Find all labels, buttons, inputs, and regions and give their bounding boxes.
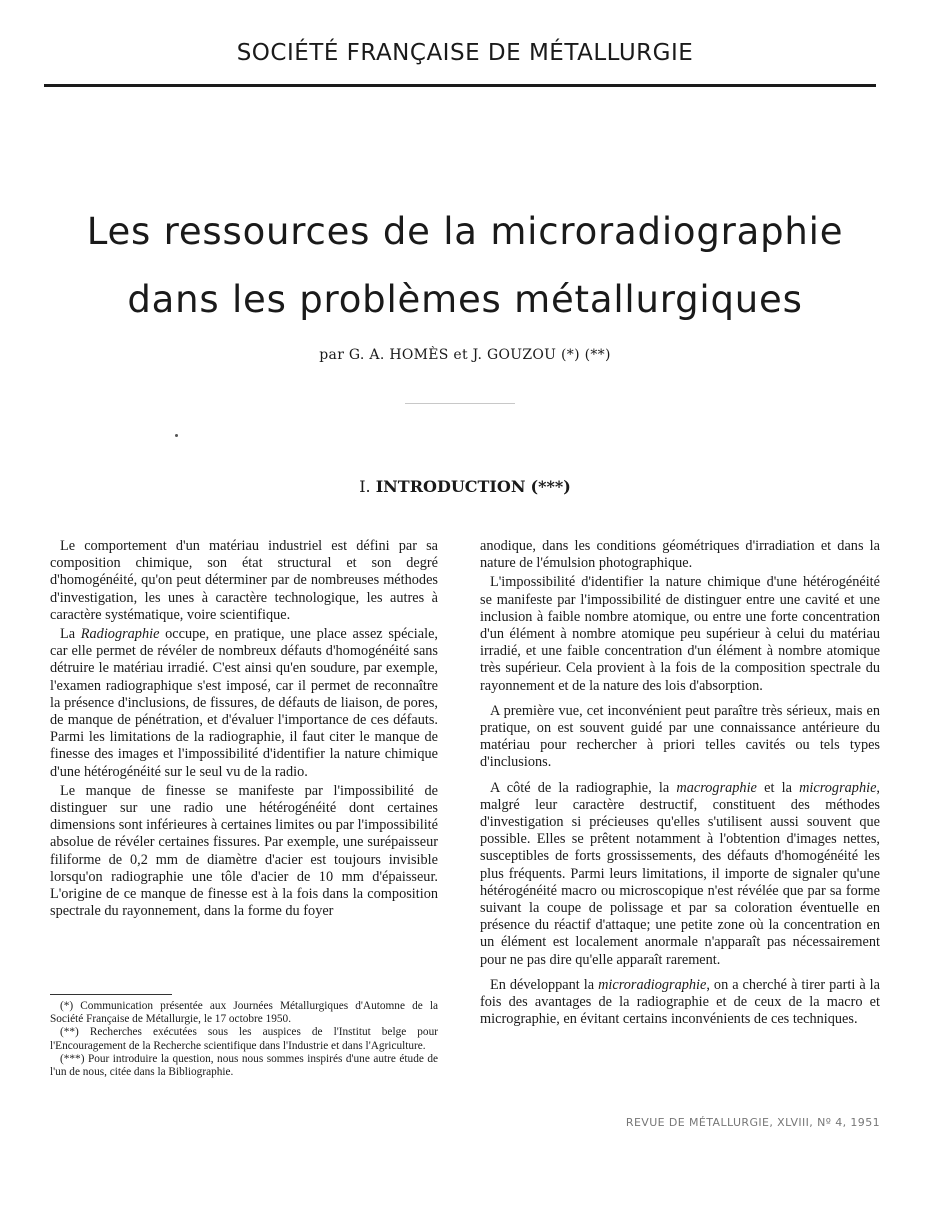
section-number: I. bbox=[359, 477, 371, 496]
society-header: SOCIÉTÉ FRANÇAISE DE MÉTALLURGIE bbox=[236, 40, 694, 66]
title-line-1: Les ressources de la microradiographie bbox=[86, 210, 844, 253]
journal-reference: REVUE DE MÉTALLURGIE, XLVIII, Nº 4, 1951 bbox=[625, 1116, 880, 1129]
footnote-rule bbox=[50, 994, 172, 995]
footnotes bbox=[50, 1000, 438, 1079]
text-run: occupe, en pratique, une place assez spéciale, car elle permet de révéler de nombreux défauts d'homogénéité sans détruire le matériau irradié. C'est ainsi qu'en soudure, par exemple, l'examen radiographique s'est imposé, car il permet de reconnaître la présence d'inclusions, de fissures, de défauts de liaison, de pores, de manque de pénétration, et d'évaluer l'importance de ces défauts. Parmi les limitations de la radiographie, il faut citer le manque de finesse des images et l'impossibilité d'identifier la nature chimique d'une hétérogénéité sur le seul vu de la radio. bbox=[50, 626, 438, 780]
emphasis: micrographie bbox=[799, 779, 877, 796]
print-speck bbox=[175, 434, 178, 437]
text-run: , on a cherché à tirer parti à la fois des avantages de la radiographie et de ceux de la macro et micrographie, en évitant certains inconvénients de ces techniques. bbox=[480, 976, 880, 1028]
paragraph: Le comportement d'un matériau industriel est défini par sa composition chimique, son état structural et son degré d'homogénéité, qu'on peut déterminer par de nombreuses méthodes d'investigation, les unes à caractère technologique, les autres à caractère systématique, voire scientifique. bbox=[50, 538, 438, 623]
paragraph: L'impossibilité d'identifier la nature chimique d'une hétérogénéité se manifeste par l'impossibilité de distinguer entre une cavité et une inclusion à faible nombre atomique, ou entre une forte concentration d'un élément à nombre atomique peu supérieur à celui du matériau irradié, et une faible concentration d'un élément à nombre atomique très supérieur. Cela provient à la fois de la composition spectrale du rayonnement et de la nature des lois d'absorption. bbox=[480, 574, 880, 694]
paragraph bbox=[480, 977, 880, 1029]
title-line-2: dans les problèmes métallurgiques bbox=[127, 278, 803, 321]
text-run: A côté de la radiographie, la bbox=[490, 779, 677, 796]
authors-line: par G. A. HOMÈS et J. GOUZOU (*) (**) bbox=[319, 347, 611, 363]
paragraph: A première vue, cet inconvénient peut paraître très sérieux, mais en pratique, on est souvent guidé par une connaissance antérieure du matériau pour rechercher à priori telles cavités ou tels types d'inclusions. bbox=[480, 702, 880, 771]
section-footnote-mark: (***) bbox=[530, 477, 571, 496]
article-title bbox=[0, 198, 930, 334]
footnote: (***) Pour introduire la question, nous nous sommes inspirés d'une autre étude de l'un de nous, citée dans la Bibliographie. bbox=[50, 1052, 438, 1079]
footnote: (**) Recherches exécutées sous les auspices de l'Institut belge pour l'Encouragement de la Recherche scientifique dans l'Industrie et dans l'Agriculture. bbox=[50, 1026, 438, 1052]
emphasis: microradiographie bbox=[598, 976, 707, 993]
paragraph bbox=[480, 780, 880, 969]
header-rule bbox=[44, 84, 876, 87]
paragraph: Le manque de finesse se manifeste par l'impossibilité de distinguer sur une radio une hétérogénéité dont certaines dimensions sont inférieures à certaines limites ou par l'impossibilité absolue de révéler certaines fissures. Par exemple, une surépaisseur filiforme de 0,2 mm de diamètre d'acier est toujours invisible lorsqu'on radiographie une tôle d'acier de 10 mm d'épaisseur. L'origine de ce manque de finesse est à la fois dans la composition spectrale du rayonnement, dans la forme du foyer bbox=[50, 782, 438, 920]
section-heading bbox=[0, 477, 930, 496]
title-separator bbox=[405, 403, 515, 404]
footnote: (*) Communication présentée aux Journées Métallurgiques d'Automne de la Société Française de Métallurgie, le 17 octobre 1950. bbox=[50, 1000, 438, 1026]
paragraph: anodique, dans les conditions géométriques d'irradiation et dans la nature de l'émulsion photographique. bbox=[480, 538, 880, 572]
text-run: En développant la bbox=[490, 976, 599, 993]
right-column bbox=[480, 538, 880, 1028]
text-run: et la bbox=[756, 779, 800, 796]
paragraph bbox=[50, 626, 438, 781]
text-run: La bbox=[60, 626, 81, 643]
left-column bbox=[50, 538, 438, 920]
emphasis: Radiographie bbox=[80, 626, 160, 643]
text-run: , malgré leur caractère destructif, constituent des méthodes d'investigation si précieuses qu'elles s'utilisent aussi souvent que possible. Elles se prêtent notamment à l'obtention d'images nettes, susceptibles de forts grossissements, des défauts d'homogénéité les plus fréquents. Parmi leurs limitations, il importe de signaler qu'une hétérogénéité macro ou microscopique n'est révélée que par sa forme suivant la coupe de polissage et par sa coloration éventuelle en présence du réactif d'attaque; une petite zone où la concentration en un élément est localement anormale n'apparaît pas nécessairement pour ne pas dire qu'elle apparaît rarement. bbox=[480, 779, 880, 968]
emphasis: macrographie bbox=[676, 779, 757, 796]
section-title: INTRODUCTION bbox=[375, 477, 526, 496]
